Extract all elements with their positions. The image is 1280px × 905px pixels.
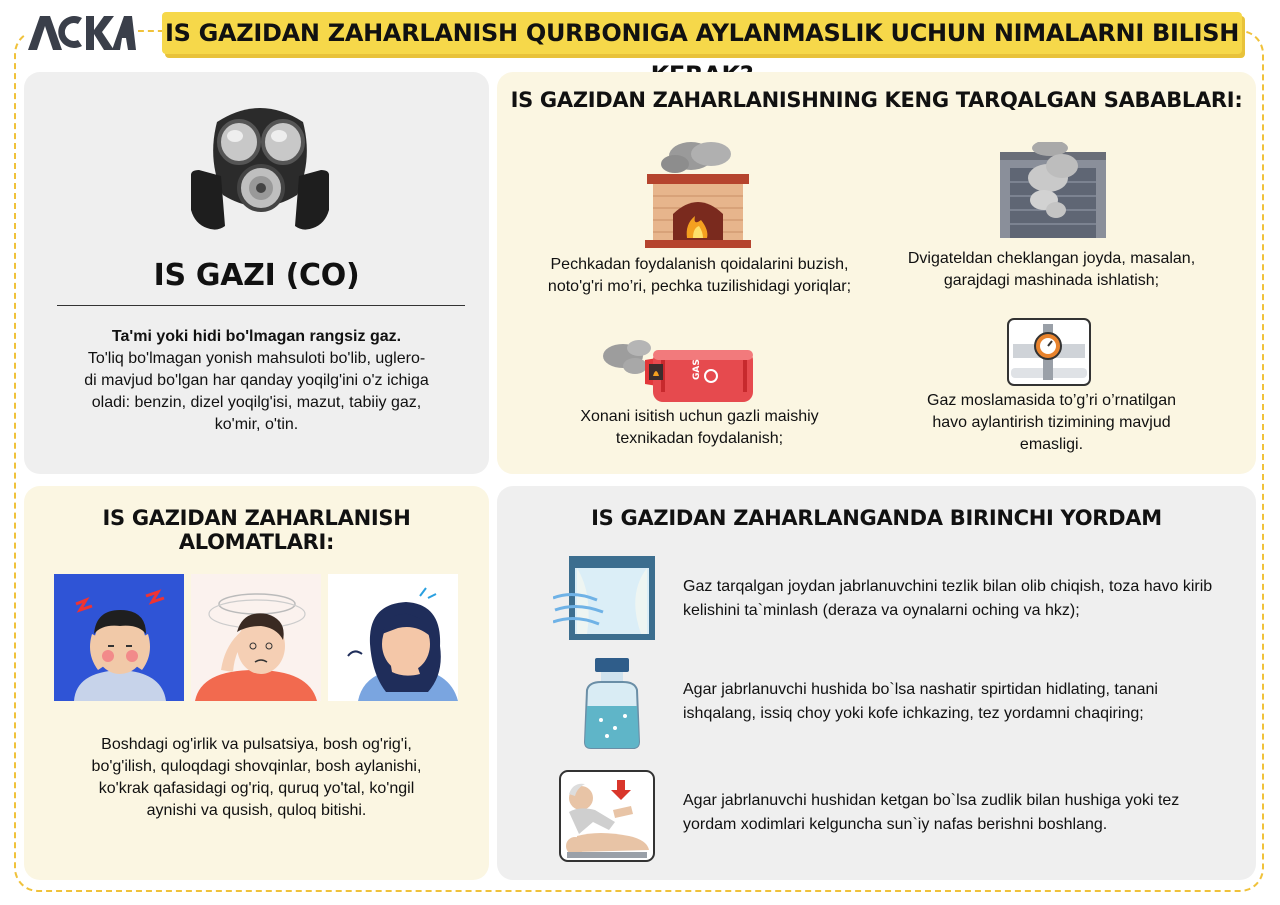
window-icon	[553, 554, 657, 642]
cause-line: texnikadan foydalanish;	[615, 430, 784, 447]
co-line: ko'mir, o'tin.	[214, 416, 299, 433]
symptom-line: Boshdagi og'irlik va pulsatsiya, bosh og'rig'i,	[101, 736, 412, 753]
cause-line: Xonani isitish uchun gazli maishiy	[580, 408, 819, 425]
dizziness-icon	[191, 574, 321, 701]
bottle-icon	[581, 658, 643, 750]
firstaid-line: ishqalang, issiq choy yoki kofe ichkazing, tez yordamni chaqiring;	[683, 705, 1144, 722]
cause-text	[869, 390, 1234, 456]
co-line: To'liq bo'lmagan yonish mahsuloti bo'lib, uglero-	[87, 350, 426, 367]
gas-cylinder-icon	[601, 336, 757, 402]
cause-text	[869, 248, 1234, 292]
symptom-line: aynishi va qusish, quloq bitishi.	[146, 802, 367, 819]
divider	[57, 305, 465, 306]
co-bold-text: Ta'mi yoki hidi bo'lmagan rangsiz gaz.	[111, 328, 402, 345]
firstaid-text	[683, 575, 1243, 623]
cause-text	[497, 254, 902, 298]
symptoms-text	[24, 734, 489, 822]
cpr-icon	[559, 770, 655, 862]
co-heading: IS GAZI (CO)	[153, 258, 360, 293]
cause-line: Dvigateldan cheklangan joyda, masalan,	[907, 250, 1196, 267]
causes-panel	[497, 72, 1256, 474]
causes-heading: IS GAZIDAN ZAHARLANISHNING KENG TARQALGAN SABABLARI:	[510, 88, 1243, 112]
page-title: IS GAZIDAN ZAHARLANISH QURBONIGA AYLANMASLIK UCHUN NIMALARNI BILISH	[164, 19, 1240, 47]
firstaid-panel	[497, 486, 1256, 880]
title-banner	[162, 12, 1242, 54]
cylinder-label: GAS	[692, 359, 702, 380]
co-line: di mavjud bo'lgan har qanday yoqilg'ini o'z ichiga	[84, 372, 429, 389]
cause-line: Pechkadan foydalanish qoidalarini buzish,	[550, 256, 849, 273]
garage-icon	[1000, 142, 1106, 238]
cause-text	[497, 406, 902, 450]
firstaid-line: kelishini ta`minlash (deraza va oynalarni oching va hkz);	[683, 602, 1080, 619]
fireplace-icon	[645, 140, 751, 248]
cause-line: Gaz moslamasida to’g’ri o’rnatilgan	[927, 392, 1176, 409]
co-description	[24, 348, 489, 436]
firstaid-line: Gaz tarqalgan joydan jabrlanuvchini tezlik bilan olib chiqish, toza havo kirib	[683, 578, 1213, 595]
firstaid-line: Agar jabrlanuvchi hushida bo`lsa nashatir spirtidan hidlating, tanani	[683, 681, 1158, 698]
firstaid-line: yordam xodimlari kelguncha sun`iy nafas berishni boshlang.	[683, 816, 1108, 833]
symptoms-heading: IS GAZIDAN ZAHARLANISH ALOMATLARI:	[102, 506, 411, 554]
gas-meter-icon	[1007, 318, 1091, 386]
logo-mark	[26, 12, 138, 52]
cause-line: havo aylantirish tizimining mavjud	[932, 414, 1171, 431]
firstaid-line: Agar jabrlanuvchi hushidan ketgan bo`lsa zudlik bilan hushiga yoki tez	[683, 792, 1180, 809]
cause-line: noto'g'ri mo’ri, pechka tuzilishidagi yoriqlar;	[547, 278, 852, 295]
co-panel	[24, 72, 489, 474]
firstaid-text	[683, 678, 1243, 726]
symptom-line: ko'krak qafasidagi og'riq, quruq yo'tal, ko'ngil	[98, 780, 415, 797]
logo	[26, 12, 138, 52]
symptom-line: bo'g'ilish, quloqdagi shovqinlar, bosh aylanishi,	[91, 758, 422, 775]
nausea-icon	[328, 574, 458, 701]
gas-mask-icon	[187, 100, 333, 237]
firstaid-heading: IS GAZIDAN ZAHARLANGANDA BIRINCHI YORDAM	[591, 506, 1162, 530]
co-line: oladi: benzin, dizel yoqilg'isi, mazut, tabiiy gaz,	[91, 394, 422, 411]
headache-icon	[54, 574, 184, 701]
cause-line: emasligi.	[1019, 436, 1084, 453]
firstaid-text	[683, 789, 1243, 837]
cause-line: garajdagi mashinada ishlatish;	[943, 272, 1160, 289]
